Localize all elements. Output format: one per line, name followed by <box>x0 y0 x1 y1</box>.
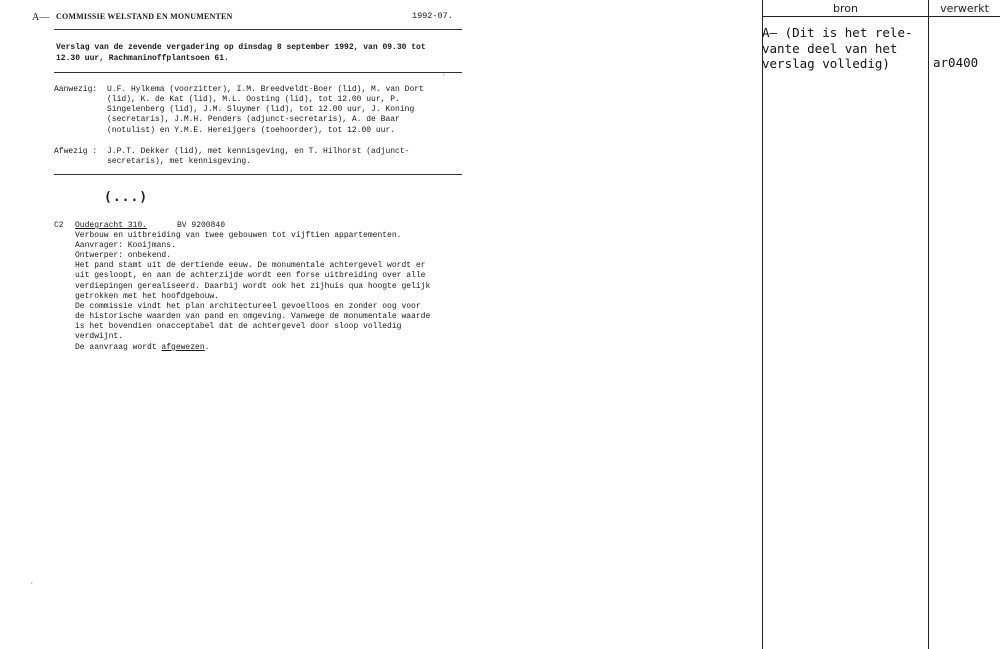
bron-line: A— (Dit is het rele- <box>762 25 913 40</box>
item-line: uit gesloopt, en aan de achterzijde wordt een forse uitbreiding over alle <box>75 271 426 280</box>
verwerkt-value: ar0400 <box>933 55 979 70</box>
item-line: verdiepingen gerealiseerd. Daarbij wordt ook het zijhuis qua hoogte gelijk <box>75 282 431 291</box>
omission-marker: (...) <box>104 190 149 205</box>
section-marker: A— <box>32 12 50 23</box>
present-line: (secretaris), J.M.H. Penders (adjunct-secretaris), A. de Baar <box>107 115 400 124</box>
item-line: Verbouw en uitbreiding van twee gebouwen tot vijftien appartementen. <box>75 231 402 240</box>
absent-line: J.P.T. Dekker (lid), met kennisgeving, en T. Hilhorst (adjunct- <box>107 147 410 156</box>
item-line: De commissie vindt het plan architectureel gevoelloos en zonder oog voor <box>75 302 421 311</box>
absent-line: secretaris), met kennisgeving. <box>107 157 252 166</box>
decision-value: afgewezen <box>161 343 205 352</box>
present-line: U.F. Hylkema (voorzitter), I.M. Breedveldt-Boer (lid), M. van Dort <box>107 85 424 94</box>
item-line: verdwijnt. <box>75 332 124 341</box>
divider <box>54 72 462 73</box>
present-line: Singelenberg (lid), J.M. Sluymer (lid), tot 12.00 uur, J. Koning <box>107 105 415 114</box>
verwerkt-column-header: verwerkt <box>940 2 989 15</box>
divider <box>54 29 462 30</box>
present-line: (lid), K. de Kat (lid), M.L. Oosting (lid), tot 12.00 uur, P. <box>107 95 400 104</box>
decision-prefix: De aanvraag wordt <box>75 343 162 352</box>
item-line: is het bovendien onacceptabel dat de achtergevel door sloop volledig <box>75 322 402 331</box>
item-reference: BV 9200840 <box>177 221 226 230</box>
document-date: 1992-07. <box>412 11 453 21</box>
item-line: getrokken met het hoofdgebouw. <box>75 292 220 301</box>
bron-line: verslag volledig) <box>762 56 890 71</box>
speck: · <box>442 72 446 79</box>
item-line: Ontwerper: onbekend. <box>75 251 172 260</box>
bron-column-header: bron <box>833 2 858 15</box>
present-label: Aanwezig: <box>54 85 98 94</box>
intro-line: Verslag van de zevende vergadering op dinsdag 8 september 1992, van 09.30 tot <box>56 43 426 52</box>
bron-note <box>762 25 913 72</box>
absent-label: Afwezig : <box>54 147 98 156</box>
column-divider <box>928 0 929 649</box>
divider <box>54 174 462 175</box>
speck: · <box>30 580 34 587</box>
document-title: COMMISSIE WELSTAND EN MONUMENTEN <box>56 12 233 21</box>
column-divider <box>762 0 763 649</box>
bron-line: vante deel van het <box>762 40 898 56</box>
intro-line: 12.30 uur, Rachmaninoffplantsoen 61. <box>56 54 229 63</box>
header-rule <box>762 16 1000 17</box>
item-line: Aanvrager: Kooijmans. <box>75 241 176 250</box>
present-line: (notulist) en Y.M.E. Hereijgers (toehoorder), tot 12.00 uur. <box>107 126 396 135</box>
item-address: Oudegracht 310. <box>75 221 148 230</box>
item-code: C2 <box>54 221 64 230</box>
decision-line <box>75 343 209 353</box>
item-line: de historische waarden van pand en omgeving. Vanwege de monumentale waarde <box>75 312 431 321</box>
decision-suffix: . <box>204 343 210 352</box>
item-line: Het pand stamt uit de dertiende eeuw. De monumentale achtergevel wordt er <box>75 261 426 270</box>
